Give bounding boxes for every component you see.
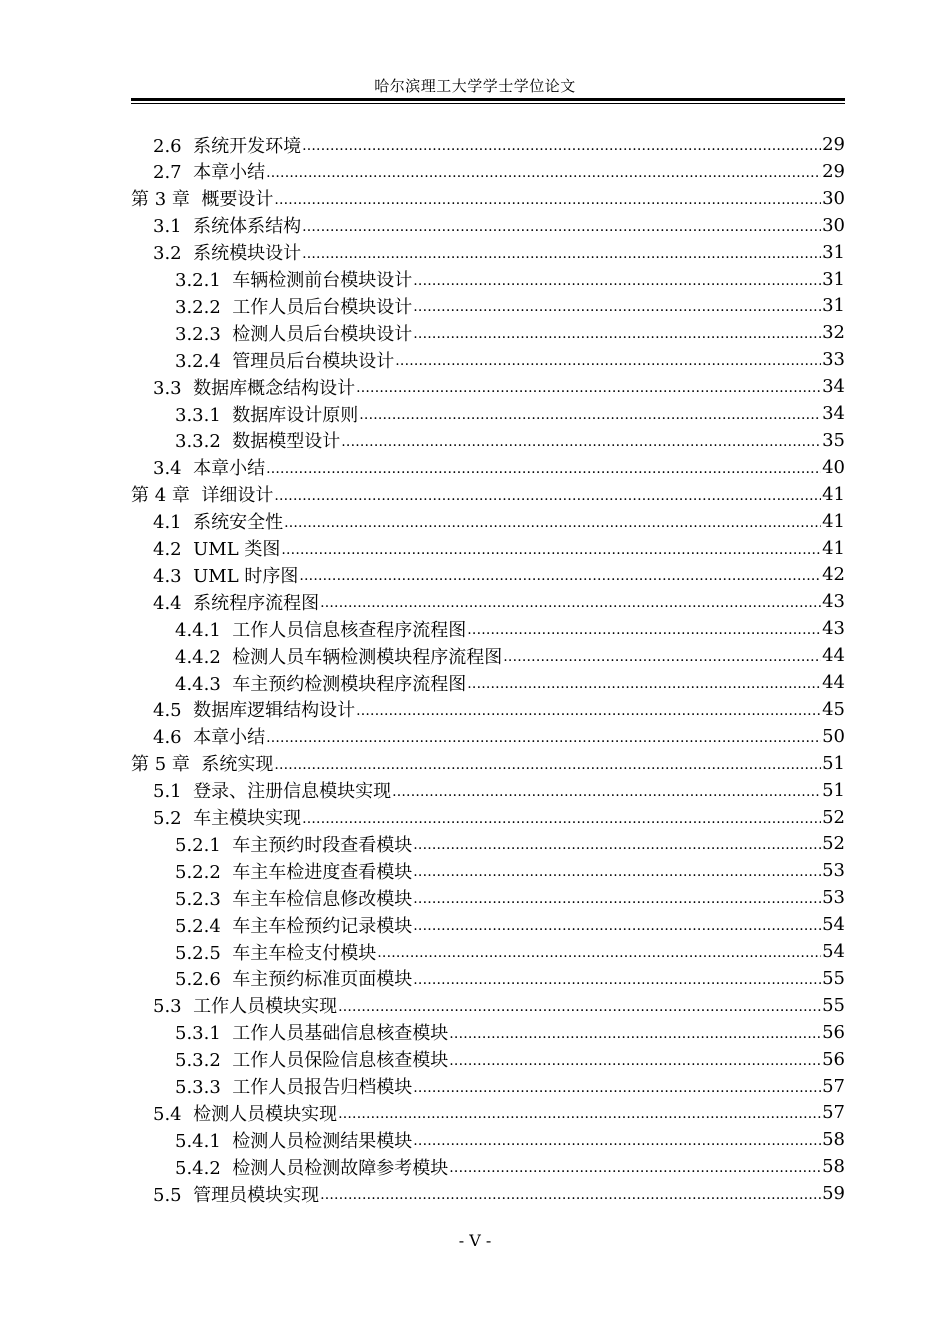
toc-entry-title [153,212,301,238]
toc-entry-page: 42 [822,564,845,586]
toc-entry-page: 31 [822,241,845,263]
toc-entry-number: 4.4.2 [175,646,221,668]
toc-entry-text: 车主模块实现 [193,808,302,829]
toc-entry-number: 5.2.4 [175,915,221,937]
toc-entry[interactable] [153,804,845,831]
toc-entry-page: 41 [822,537,845,559]
toc-entry-page: 35 [822,429,845,451]
toc-entry-number: 3.4 [153,458,182,480]
toc-entry[interactable] [153,131,845,158]
dot-leader [413,911,821,938]
toc-entry-page: 57 [822,1075,845,1097]
toc-entry-text: 本章小结 [193,458,266,480]
toc-entry[interactable] [175,266,845,293]
dot-leader [281,535,821,562]
toc-entry-number: 4.3 [153,565,182,587]
toc-entry-title [175,1019,448,1045]
toc-entry-title [175,347,394,373]
toc-entry[interactable] [153,723,845,750]
toc-entry-page: 31 [822,295,845,317]
toc-entry-number: 5.2.3 [175,888,221,910]
running-header: 哈尔滨理工大学学士学位论文 [374,77,576,95]
dot-leader [338,1099,821,1126]
toc-entry-text: UML 时序图 [193,565,299,587]
toc-entry-text: 管理员后台模块设计 [232,350,395,372]
toc-entry-title [153,239,301,265]
toc-entry-text: 本章小结 [193,162,266,184]
toc-entry-number: 3.2.2 [175,296,221,318]
toc-entry-text: 系统程序流程图 [193,592,320,614]
toc-entry-title [175,939,376,965]
toc-entry-text: 系统实现 [201,754,274,776]
toc-entry-title [153,589,319,615]
toc-entry-page: 54 [822,941,845,962]
toc-entry-title [175,1154,448,1180]
toc-entry-number: 3.3.2 [175,431,221,453]
toc-entry-page: 56 [822,1048,845,1070]
dot-leader [449,1019,821,1046]
dot-leader [338,992,821,1019]
toc-entry-page: 43 [822,591,845,613]
toc-entry-text: 车主预约时段查看模块 [232,834,413,856]
dot-leader [320,588,821,615]
toc-entry[interactable] [131,185,845,212]
dot-leader [341,427,821,454]
toc-entry-number: 3.2.4 [175,350,221,372]
toc-entry-title [153,374,355,400]
toc-entry-number: 4.1 [153,512,182,534]
toc-entry-text: 详细设计 [201,485,274,507]
toc-entry-number: 3.2 [153,243,182,265]
toc-entry-title [175,320,412,346]
dot-leader [413,266,821,293]
toc-entry-page: 31 [822,268,845,290]
toc-entry-page: 33 [822,349,845,371]
toc-entry-title [175,1073,412,1099]
toc-entry-title [175,293,412,319]
toc-entry-text: 登录、注册信息模块实现 [193,781,392,803]
toc-entry-text: 车辆检测前台模块设计 [232,270,413,291]
toc-entry-text: 本章小结 [193,727,266,749]
toc-entry-title [153,723,265,749]
toc-entry-page: 29 [822,160,845,182]
dot-leader [274,481,821,508]
toc-entry-number: 4.5 [153,700,182,722]
toc-entry-text: 数据库概念结构设计 [193,377,356,399]
toc-entry-number: 4.6 [153,727,182,749]
toc-entry-number: 5.1 [153,781,182,803]
toc-entry-number: 4.4.1 [175,619,221,641]
toc-entry-number: 3.1 [153,216,182,238]
toc-entry-title [131,481,273,507]
toc-entry-text: 车主车检进度查看模块 [232,861,413,883]
toc-entry[interactable] [175,319,845,346]
toc-entry-number: 4.2 [153,539,182,560]
toc-entry-text: 检测人员模块实现 [193,1103,338,1125]
toc-entry-text: 概要设计 [201,189,274,211]
toc-entry[interactable] [153,1180,845,1207]
toc-entry-text: 工作人员报告归档模块 [232,1077,413,1098]
toc-entry[interactable] [175,400,845,427]
toc-entry[interactable] [175,1019,845,1046]
toc-entry-title [153,992,337,1018]
toc-entry[interactable] [153,1099,845,1126]
toc-entry-text: 管理员模块实现 [193,1184,320,1206]
toc-entry-text: 数据库逻辑结构设计 [193,700,356,722]
toc-entry[interactable] [175,615,845,642]
toc-entry-text: 检测人员检测结果模块 [232,1130,413,1152]
toc-entry-title [153,454,265,480]
toc-entry[interactable] [131,750,845,777]
toc-entry-number: 4.4.3 [175,673,221,695]
toc-entry-text: 车主车检预约记录模块 [232,915,413,937]
toc-entry-number: 4.4 [153,592,182,614]
toc-entry[interactable] [175,1073,845,1100]
toc-entry-title [175,965,412,991]
dot-leader [413,319,821,346]
toc-entry-text: 系统开发环境 [193,135,302,157]
toc-entry[interactable] [175,669,845,696]
toc-entry-page: 44 [822,645,845,667]
toc-entry-text: 工作人员保险信息核查模块 [232,1050,449,1072]
toc-entry-title [153,696,355,722]
toc-entry-text: 检测人员检测故障参考模块 [232,1157,449,1179]
toc-entry-page: 59 [822,1183,845,1205]
dot-leader [274,185,821,212]
toc-entry-page: 50 [822,725,845,747]
toc-entry-page: 29 [822,134,845,155]
toc-entry-text: 数据库设计原则 [232,404,359,426]
toc-entry-page: 58 [822,1129,845,1151]
toc-entry-number: 5.3.3 [175,1077,221,1098]
dot-leader [413,965,821,992]
header-rule-thick [131,98,845,101]
toc-entry-number: 5.2.2 [175,861,221,883]
dot-leader [377,938,821,965]
toc-entry[interactable] [153,588,845,615]
toc-entry-title [153,1181,319,1207]
toc-entry-number: 3.2.3 [175,323,221,345]
toc-entry-number: 5.4.1 [175,1130,221,1152]
toc-entry-title [175,643,502,669]
toc-entry-page: 55 [822,967,845,989]
toc-entry-text: 工作人员基础信息核查模块 [232,1023,449,1045]
dot-leader [302,804,821,831]
toc-entry-page: 43 [822,618,845,640]
toc-entry[interactable] [175,884,845,911]
dot-leader [503,642,821,669]
toc-entry-page: 41 [822,510,845,532]
toc-entry-title [131,750,273,776]
dot-leader [302,131,821,158]
toc-entry-text: 车主预约检测模块程序流程图 [232,673,467,695]
toc-entry-title [153,132,301,158]
toc-entry[interactable] [175,911,845,938]
toc-entry[interactable] [153,239,845,266]
toc-entry-page: 45 [822,698,845,720]
dot-leader [274,750,821,777]
toc-entry[interactable] [175,346,845,373]
toc-entry[interactable] [175,427,845,454]
toc-entry-title [153,562,298,588]
dot-leader [302,239,821,266]
toc-entry-title [153,508,283,534]
dot-leader [266,158,821,185]
dot-leader [284,508,821,535]
toc-entry[interactable] [153,535,845,562]
toc-entry-number: 第 5 章 [131,754,190,776]
toc-entry-number: 3.3.1 [175,404,221,426]
toc-entry-number: 5.4 [153,1103,182,1125]
toc-entry-number: 第 4 章 [131,485,190,507]
toc-entry-title [175,912,412,938]
toc-entry-text: UML 类图 [193,539,281,560]
toc-entry-page: 54 [822,914,845,936]
toc-entry-title [153,1100,337,1126]
dot-leader [413,857,821,884]
toc-entry-page: 57 [822,1102,845,1124]
toc-entry-text: 车主车检支付模块 [232,942,377,964]
toc-entry-text: 系统安全性 [193,512,284,534]
toc-entry[interactable] [153,777,845,804]
toc-entry-number: 5.2.5 [175,942,221,964]
toc-entry-title [175,1046,448,1072]
toc-entry-page: 58 [822,1156,845,1178]
toc-entry-page: 34 [822,403,845,424]
toc-entry[interactable] [153,454,845,481]
toc-entry-number: 5.2.6 [175,969,221,991]
toc-entry-number: 5.5 [153,1184,182,1206]
toc-entry-title [131,185,273,211]
dot-leader [299,561,821,588]
toc-entry-page: 51 [822,779,845,801]
dot-leader [449,1046,821,1073]
dot-leader [359,400,821,427]
toc-entry-number: 5.2.1 [175,834,221,856]
toc-entry-number: 2.6 [153,135,182,157]
dot-leader [413,1073,821,1100]
toc-entry-text: 工作人员后台模块设计 [232,296,413,318]
toc-entry-page: 52 [822,833,845,855]
toc-entry-title [153,804,301,830]
toc-entry-title [175,266,412,292]
toc-entry-text: 系统体系结构 [193,216,302,238]
toc-entry-title [175,616,466,642]
dot-leader [413,1126,821,1153]
toc-entry-page: 51 [822,752,845,774]
toc-entry[interactable] [175,1046,845,1073]
toc-entry[interactable] [175,1153,845,1180]
toc-entry[interactable] [153,508,845,535]
toc-entry-page: 32 [822,322,845,344]
toc-entry[interactable] [175,1126,845,1153]
toc-entry-title [153,158,265,184]
dot-leader [356,373,821,400]
toc-entry-title [175,427,340,453]
dot-leader [413,292,821,319]
toc-entry-title [175,401,358,427]
toc-entry[interactable] [175,938,845,965]
dot-leader [266,454,821,481]
toc-entry-text: 检测人员车辆检测模块程序流程图 [232,646,503,668]
toc-entry[interactable] [153,212,845,239]
toc-entry-number: 3.3 [153,377,182,399]
toc-entry-text: 数据模型设计 [232,431,341,453]
dot-leader [356,696,821,723]
toc-entry-page: 53 [822,887,845,909]
toc-entry-text: 车主预约标准页面模块 [232,969,413,991]
toc-entry-text: 系统模块设计 [193,243,302,265]
toc-entry-number: 5.3.2 [175,1050,221,1072]
toc-entry-number: 5.3.1 [175,1023,221,1045]
toc-entry-text: 车主车检信息修改模块 [232,888,413,910]
toc-entry[interactable] [153,696,845,723]
dot-leader [395,346,821,373]
toc-entry[interactable] [175,642,845,669]
toc-entry-text: 工作人员信息核查程序流程图 [232,619,467,641]
toc-entry-number: 3.2.1 [175,270,221,291]
dot-leader [392,777,821,804]
dot-leader [413,830,821,857]
toc-entry-page: 52 [822,806,845,828]
toc-entry-number: 5.3 [153,996,182,1018]
dot-leader [467,615,821,642]
dot-leader [302,212,821,239]
dot-leader [266,723,821,750]
toc-entry[interactable] [131,481,845,508]
page-number: - V - [458,1231,492,1250]
toc-entry-text: 检测人员后台模块设计 [232,323,413,345]
toc-entry[interactable] [175,830,845,857]
dot-leader [320,1180,821,1207]
toc-entry[interactable] [175,965,845,992]
toc-entry-number: 2.7 [153,162,182,184]
toc-entry-page: 53 [822,860,845,882]
toc-entry-number: 第 3 章 [131,189,190,211]
header-rule-thin [131,103,845,104]
dot-leader [449,1153,821,1180]
toc-entry[interactable] [175,292,845,319]
toc-entry-title [153,535,280,561]
toc-entry-page: 30 [822,187,845,209]
toc-entry-number: 5.4.2 [175,1157,221,1179]
toc-entry-page: 34 [822,376,845,398]
toc-entry-title [175,1127,412,1153]
toc-entry[interactable] [153,992,845,1019]
toc-entry-page: 40 [822,456,845,478]
toc-entry[interactable] [175,857,845,884]
toc-entry-page: 55 [822,994,845,1016]
toc-entry-page: 41 [822,483,845,505]
dot-leader [467,669,821,696]
toc-entry-number: 5.2 [153,808,182,829]
toc-entry-title [175,831,412,857]
toc-entry-text: 工作人员模块实现 [193,996,338,1018]
toc-entry-page: 56 [822,1021,845,1043]
dot-leader [413,884,821,911]
toc-entry-title [175,670,466,696]
toc-entry[interactable] [153,561,845,588]
toc-entry-title [175,885,412,911]
toc-entry-title [175,858,412,884]
toc-entry[interactable] [153,373,845,400]
toc-entry-title [153,777,391,803]
toc-entry-page: 30 [822,214,845,236]
toc-entry-page: 44 [822,672,845,693]
toc-entry[interactable] [153,158,845,185]
